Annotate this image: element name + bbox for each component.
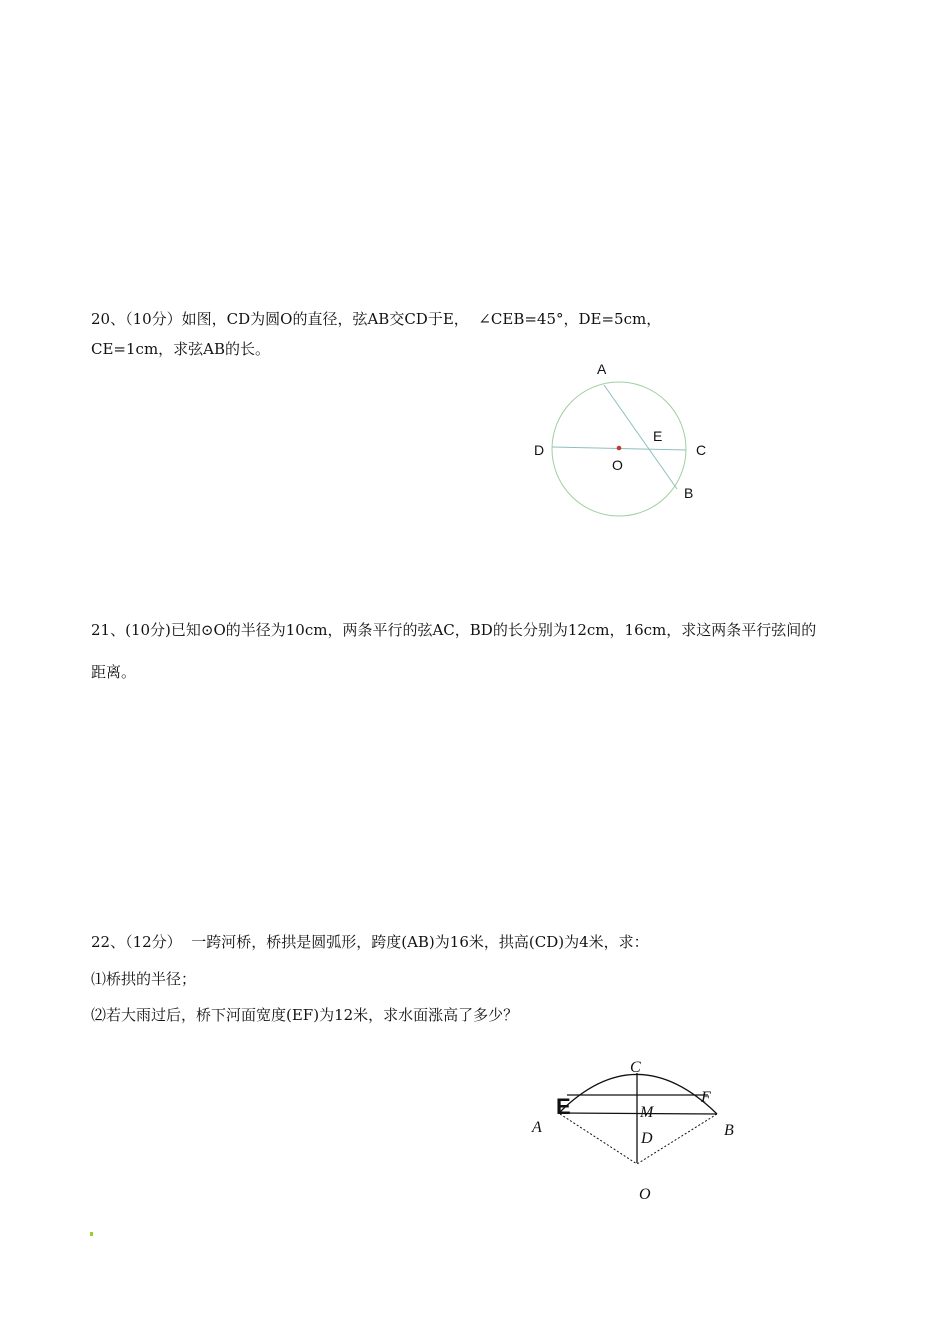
- q22-label-b: B: [724, 1122, 734, 1139]
- q22-label-e: E: [556, 1094, 571, 1119]
- q22-arch-arc: [560, 1074, 717, 1114]
- q20-label-b: B: [684, 485, 694, 501]
- q20-line2: CE=1cm，求弦AB的长。: [91, 340, 271, 358]
- q20-line1: 20、（10分）如图，CD为圆O的直径，弦AB交CD于E， ∠CEB=45°，DE=5cm，: [91, 310, 662, 328]
- q20-label-o: O: [612, 457, 623, 473]
- q21-line2: 距离。: [91, 663, 137, 681]
- q22-line2: ⑴桥拱的半径；: [91, 970, 197, 988]
- q22-label-c: C: [630, 1059, 641, 1076]
- q22-figure-bridge: [520, 1050, 750, 1210]
- q22-line1: 22、（12分） 一跨河桥，桥拱是圆弧形，跨度(AB)为16米，拱高(CD)为4米，求：: [91, 933, 649, 951]
- q21-line1: 21、(10分)已知⊙O的半径为10cm，两条平行的弦AC，BD的长分别为12cm，16cm，求这两条平行弦间的: [91, 621, 817, 639]
- q20-center-point: [617, 446, 622, 451]
- q22-chord-ab: [560, 1113, 717, 1114]
- q20-label-d: D: [534, 442, 545, 458]
- q22-radius-oa: [560, 1114, 637, 1164]
- q22-label-f: F: [701, 1089, 711, 1106]
- q20-label-c: C: [696, 442, 707, 458]
- footer-mark: [90, 1232, 93, 1236]
- q22-label-m: M: [640, 1104, 654, 1121]
- q22-label-o: O: [639, 1186, 651, 1203]
- q22-label-d: D: [641, 1130, 653, 1147]
- q20-label-a: A: [597, 361, 607, 377]
- q20-figure-circle: [520, 355, 720, 525]
- q20-label-e: E: [653, 428, 663, 444]
- q20-chord-ab: [604, 385, 677, 489]
- q22-label-a: A: [532, 1119, 542, 1136]
- q22-line3: ⑵若大雨过后，桥下河面宽度(EF)为12米，求水面涨高了多少？: [91, 1006, 519, 1024]
